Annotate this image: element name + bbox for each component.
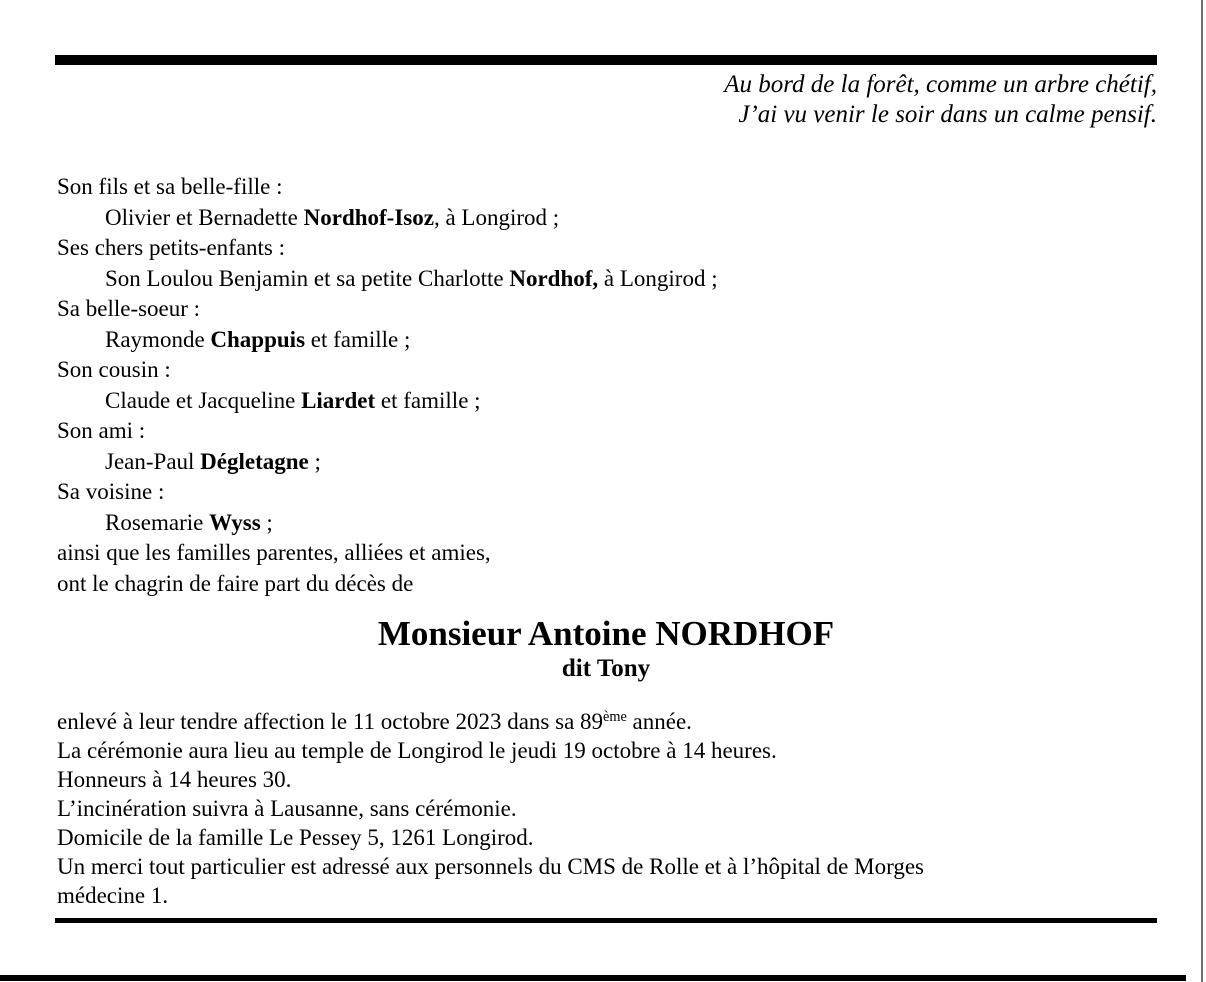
text-line: Olivier et Bernadette Nordhof-Isoz, à Longirod ; [105,204,560,230]
text-line: Sa voisine : [57,479,165,504]
text-line: Son ami : [57,418,146,443]
epigraph-line-1: Au bord de la forêt, comme un arbre chétif, [724,71,1157,98]
deceased-name: Monsieur Antoine NORDHOF [377,614,835,653]
deceased-nickname: dit Tony [561,655,651,682]
text-line: Honneurs à 14 heures 30. [57,767,292,792]
text-line: Domicile de la famille Le Pessey 5, 1261 Longirod. [57,825,534,850]
page-bottom-edge-line [0,975,1186,981]
ceremony-details [57,707,924,910]
text-line: Ses chers petits-enfants : [57,235,286,260]
text-line: Son Loulou Benjamin et sa petite Charlotte Nordhof, à Longirod ; [105,265,718,291]
text-line: La cérémonie aura lieu au temple de Longirod le jeudi 19 octobre à 14 heures. [57,738,777,763]
text-line: enlevé à leur tendre affection le 11 octobre 2023 dans sa 89ème année. [57,709,692,734]
top-thick-rule [55,55,1157,65]
text-line: Un merci tout particulier est adressé aux personnels du CMS de Rolle et à l’hôpital de Morges [57,854,924,879]
text-line: médecine 1. [57,883,169,908]
deceased-title-block [55,616,1157,684]
text-line: Raymonde Chappuis et famille ; [105,326,411,352]
text-line: Son cousin : [57,357,171,382]
text-line: Sa belle-soeur : [57,296,201,321]
text-line: ainsi que les familles parentes, alliées et amies, [57,540,491,565]
text-line: Claude et Jacqueline Liardet et famille ; [105,387,481,413]
text-line: Rosemarie Wyss ; [105,509,273,535]
text-line: Son fils et sa belle-fille : [57,174,283,199]
bottom-thin-rule [55,918,1157,923]
text-line: L’incinération suivra à Lausanne, sans cérémonie. [57,796,517,821]
text-line: Jean-Paul Dégletagne ; [105,448,321,474]
page-right-edge-line [1201,0,1203,982]
family-list [57,172,718,599]
epigraph-line-2: J’ai vu venir le soir dans un calme pensif. [738,101,1157,128]
epigraph [724,70,1157,130]
text-line: ont le chagrin de faire part du décès de [57,570,414,596]
